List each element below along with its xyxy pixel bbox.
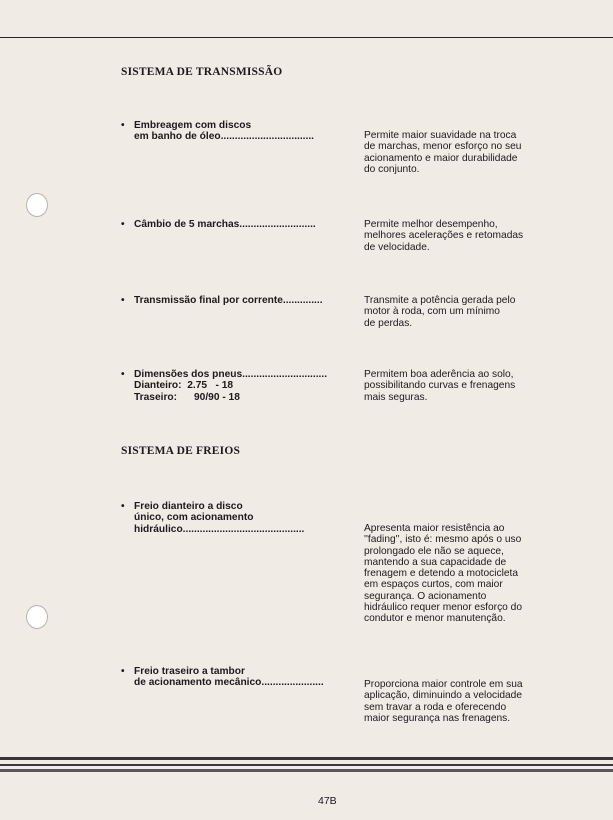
spec-label: Freio dianteiro a disco único, com acionamento hidráulico........................................... (134, 501, 305, 535)
bullet: • (121, 120, 125, 131)
bottom-rule (0, 769, 613, 772)
spec-item-clutch (121, 120, 351, 143)
spec-desc-rear-brake: Proporciona maior controle em sua aplicação, diminuindo a velocidade sem travar a roda e oferecendo maior segurança nas frenagens. (364, 679, 523, 724)
bullet: • (121, 666, 125, 677)
top-rule (0, 37, 613, 38)
section-title-brakes: SISTEMA DE FREIOS (121, 445, 241, 457)
bottom-rule (0, 757, 613, 760)
bullet: • (121, 501, 125, 512)
spec-label: Freio traseiro a tambor de acionamento mecânico...................... (134, 666, 324, 689)
spec-label: Embreagem com discos em banho de óleo................................. (134, 120, 315, 143)
bullet: • (121, 369, 125, 380)
spec-label: Transmissão final por corrente.............. (134, 295, 323, 306)
spec-label: Câmbio de 5 marchas........................... (134, 219, 316, 230)
binder-hole-lower (26, 605, 48, 629)
bullet: • (121, 295, 125, 306)
spec-item-final-drive (121, 295, 351, 306)
bullet: • (121, 219, 125, 230)
spec-item-tires (121, 369, 351, 403)
spec-item-rear-brake (121, 666, 351, 689)
binder-hole-upper (26, 193, 48, 217)
section-title-transmission: SISTEMA DE TRANSMISSÃO (121, 66, 283, 78)
spec-desc-front-brake: Apresenta maior resistência ao ''fading'', isto é: mesmo após o uso prolongado ele não se aquece, mantendo a sua capacidade de frenagem e detendo a motocicleta em espaços curtos, com maior segurança. O acionamento hidráulico requer menor esforço do condutor e menor manutenção. (364, 523, 522, 625)
bottom-rule (0, 764, 613, 766)
spec-desc-clutch: Permite maior suavidade na troca de marchas, menor esforço no seu acionamento e maior durabilidade do conjunto. (364, 130, 522, 175)
spec-desc-tires: Permitem boa aderência ao solo, possibilitando curvas e frenagens mais seguras. (364, 369, 516, 403)
page-number: 47B (318, 795, 337, 807)
spec-desc-final-drive: Transmite a potência gerada pelo motor à roda, com um mínimo de perdas. (364, 295, 516, 329)
spec-desc-gearbox: Permite melhor desempenho, melhores acelerações e retomadas de velocidade. (364, 219, 524, 253)
spec-label: Dimensões dos pneus.............................. Dianteiro: 2.75 - 18 Traseiro: 90/90 - 18 (134, 369, 328, 403)
spec-item-front-brake (121, 501, 351, 535)
spec-item-gearbox (121, 219, 351, 230)
